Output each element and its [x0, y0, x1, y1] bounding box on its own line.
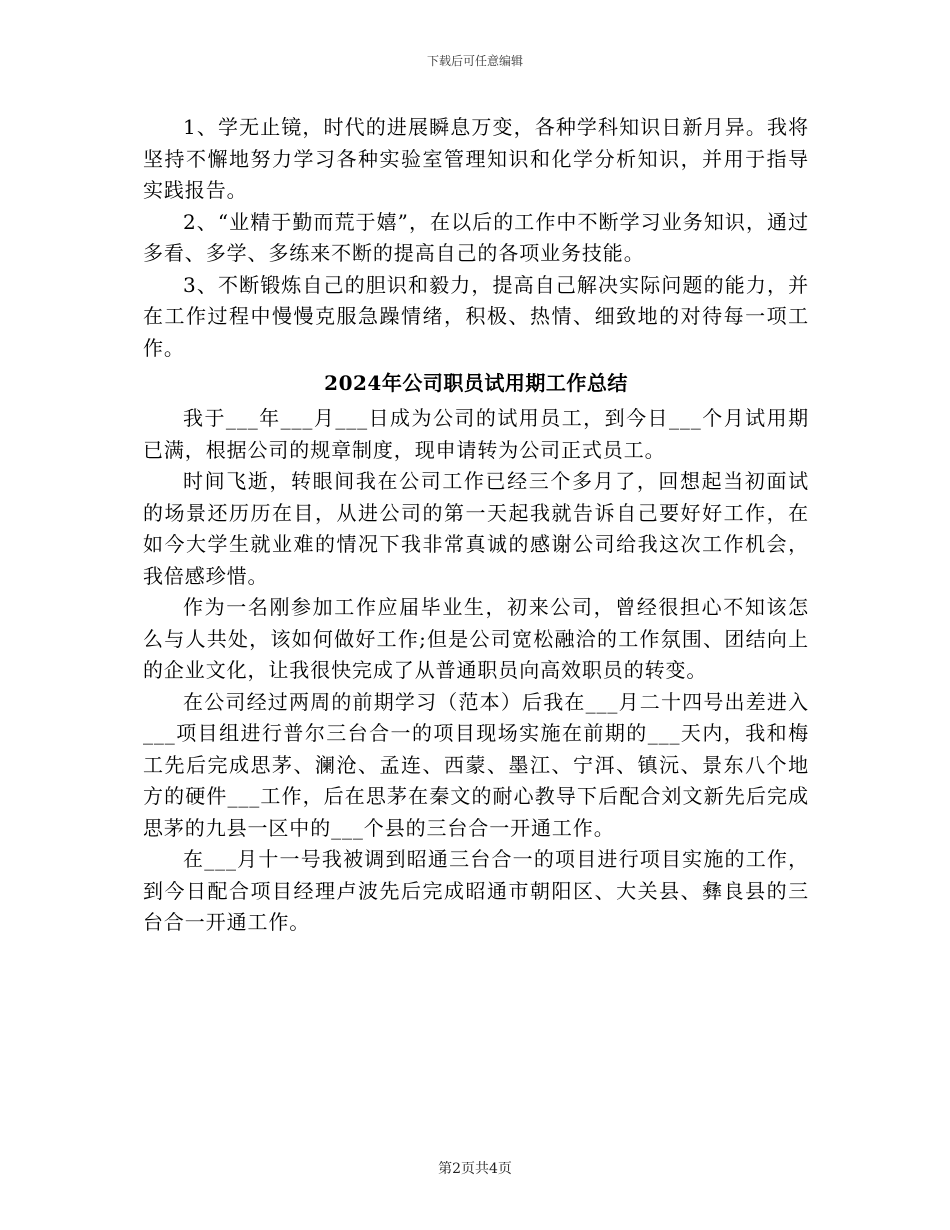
document-body	[143, 112, 809, 939]
paragraph-zhaotong: 在___月十一号我被调到昭通三台合一的项目进行项目实施的工作，到今日配合项目经理卢波先后完成昭通市朝阳区、大关县、彝良县的三台合一开通工作。	[143, 847, 809, 934]
paragraph-project-work: 在公司经过两周的前期学习（范本）后我在___月二十四号出差进入___项目组进行普尔三台合一的项目现场实施在前期的___天内，我和梅工先后完成思茅、澜沧、孟连、西蒙、墨江、宁洱、镇沅、景东八个地方的硬件___工作，后在思茅在秦文的耐心教导下后配合刘文新先后完成思茅的九县一区中的___个县的三台合一开通工作。	[143, 689, 809, 840]
paragraph-goal-3: 3、不断锻炼自己的胆识和毅力，提高自己解决实际问题的能力，并在工作过程中慢慢克服急躁情绪，积极、热情、细致地的对待每一项工作。	[143, 272, 809, 360]
page-number: 第2页共4页	[438, 1161, 512, 1177]
paragraph-goal-2: 2、“业精于勤而荒于嬉”，在以后的工作中不断学习业务知识，通过多看、多学、多练来不断的提高自己的各项业务技能。	[143, 209, 809, 265]
paragraph-goal-1: 1、学无止镜，时代的进展瞬息万变，各种学科知识日新月异。我将坚持不懈地努力学习各种实验室管理知识和化学分析知识，并用于指导实践报告。	[143, 115, 809, 202]
paragraph-adaptation: 作为一名刚参加工作应届毕业生，初来公司，曾经很担心不知该怎么与人共处，该如何做好工作;但是公司宽松融洽的工作氛围、团结向上的企业文化，让我很快完成了从普通职员向高效职员的转变。	[143, 595, 809, 682]
paragraph-intro: 我于___年___月___日成为公司的试用员工，到今日___个月试用期已满，根据公司的规章制度，现申请转为公司正式员工。	[143, 406, 809, 462]
page-header: 下载后可任意编辑	[426, 54, 523, 68]
section-title: 2024年公司职员试用期工作总结	[324, 371, 628, 395]
paragraph-time: 时间飞逝，转眼间我在公司工作已经三个多月了，回想起当初面试的场景还历历在目，从进公司的第一天起我就告诉自己要好好工作，在如今大学生就业难的情况下我非常真诚的感谢公司给我这次工作机会，我倍感珍惜。	[143, 469, 809, 588]
